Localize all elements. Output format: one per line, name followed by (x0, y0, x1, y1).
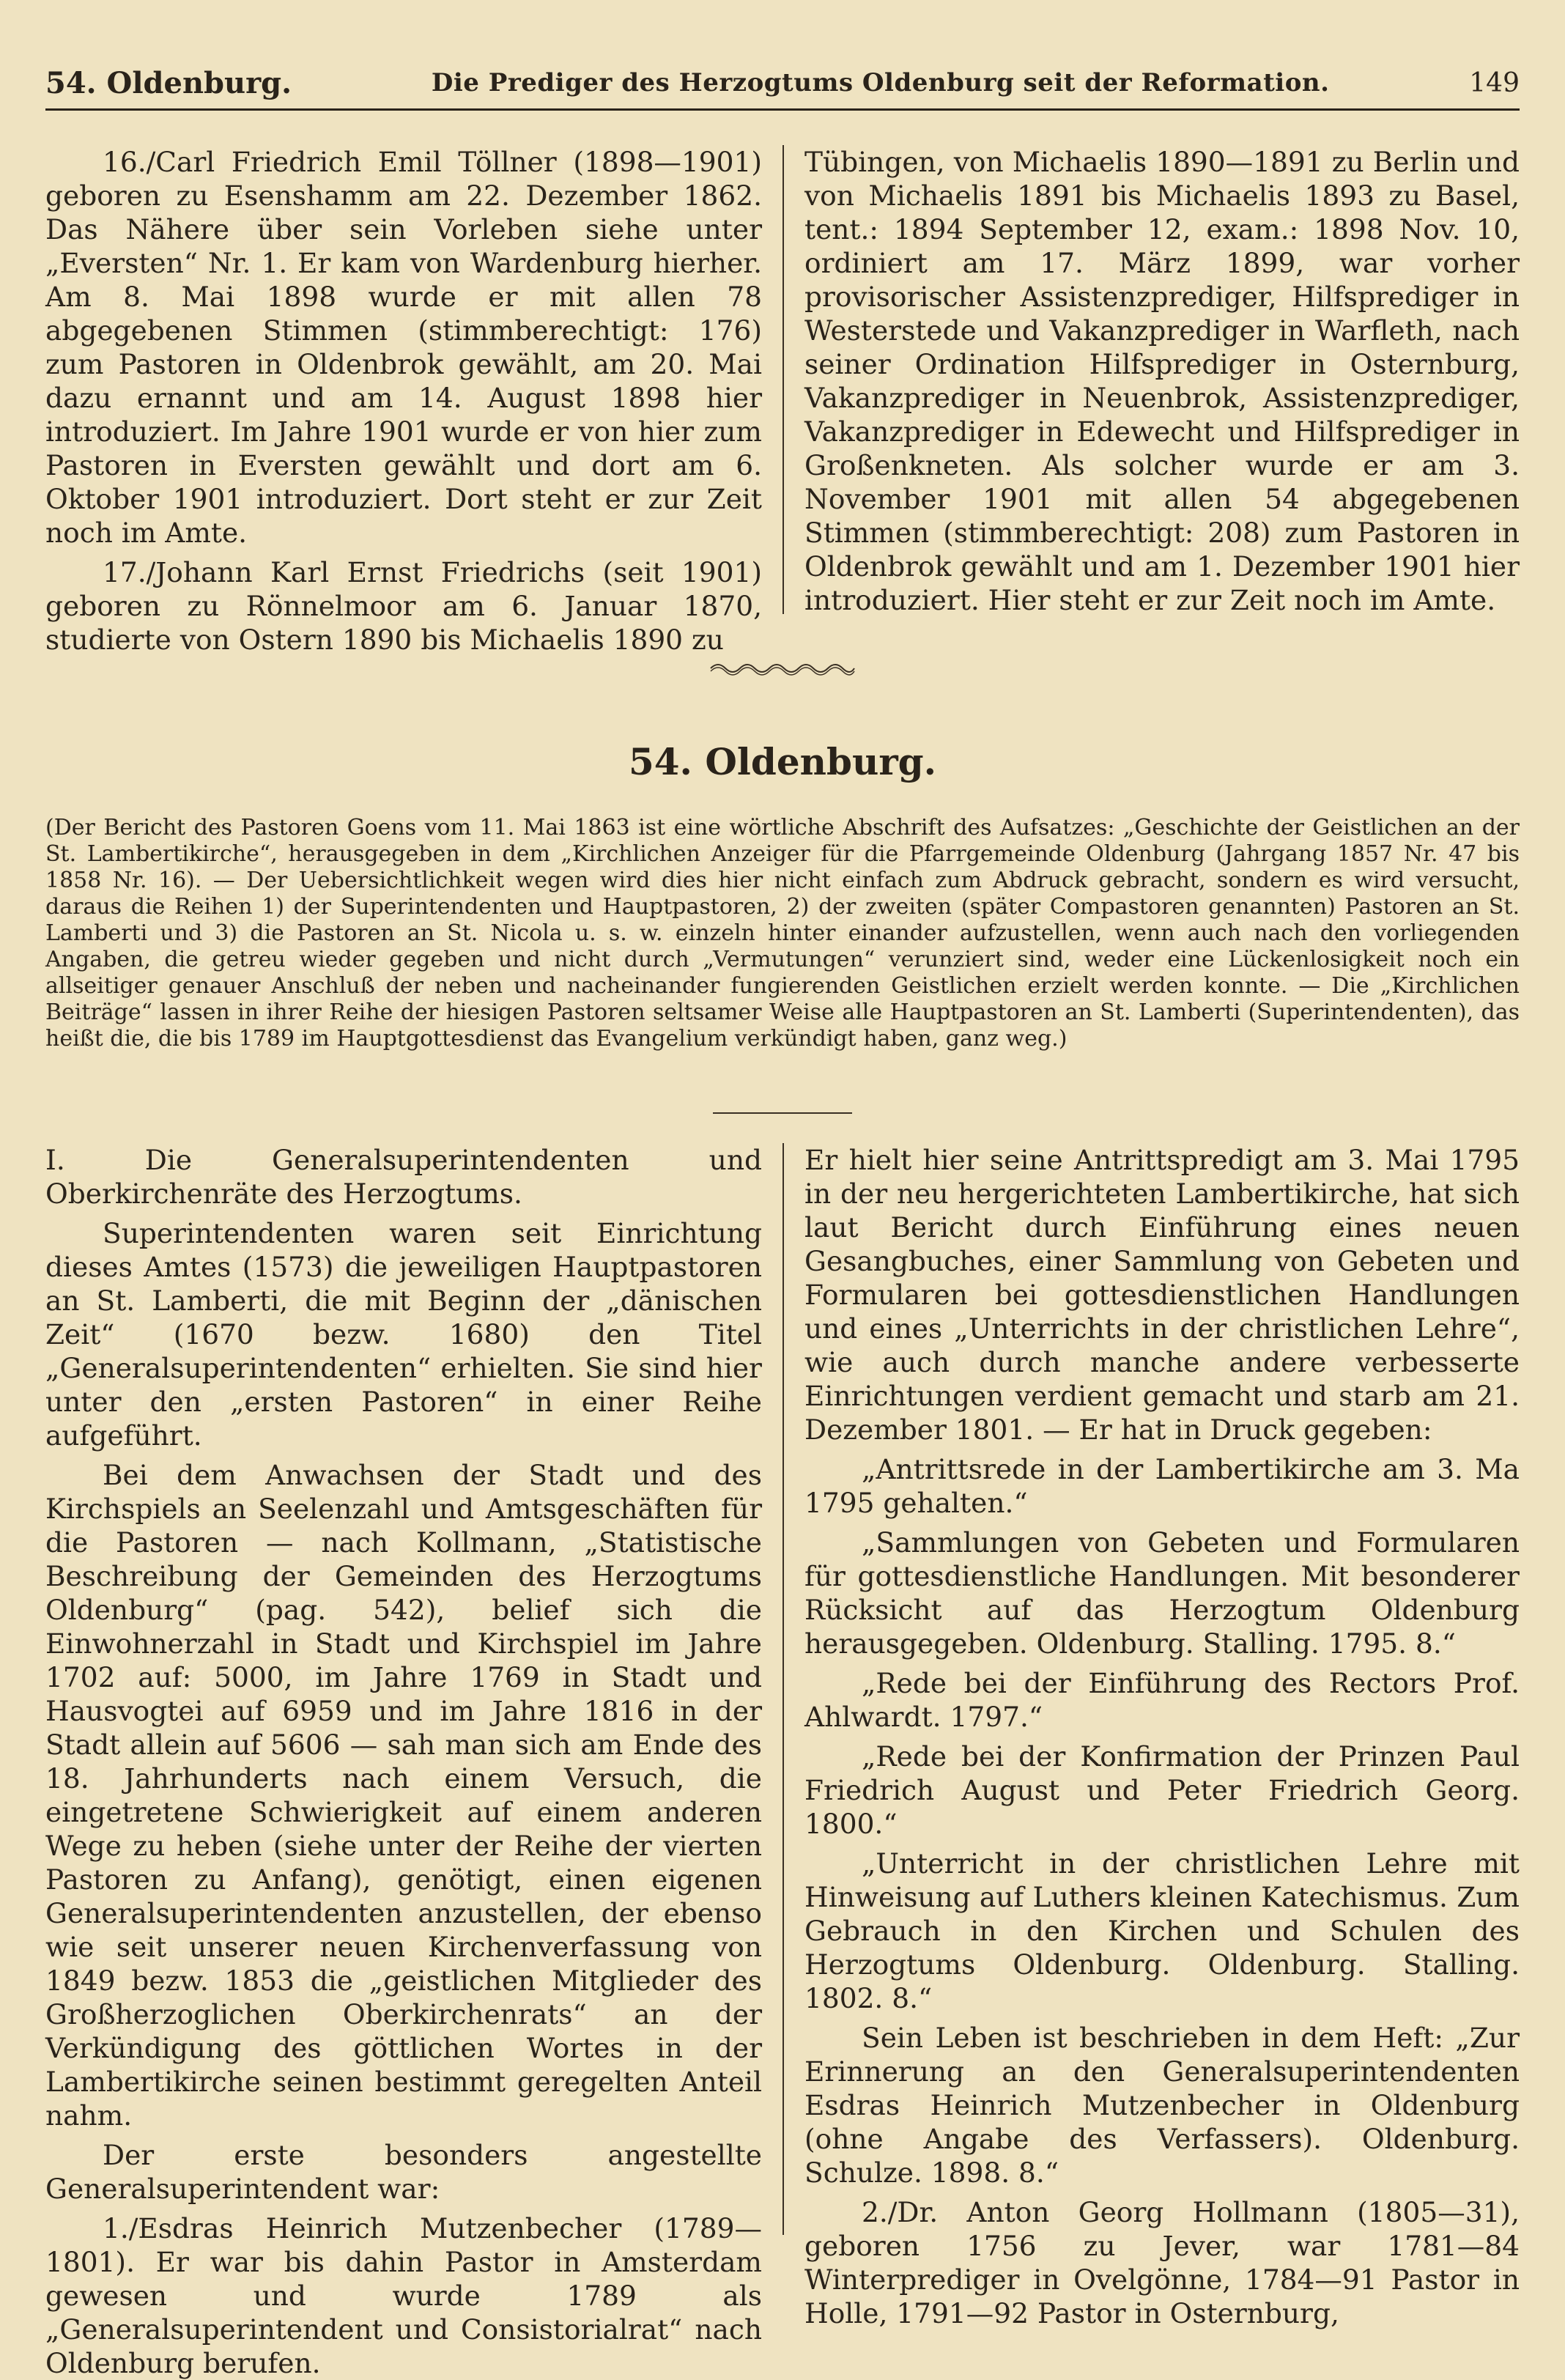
section-title: 54. Oldenburg. (628, 740, 937, 783)
mutzenbecher-continued: Er hielt hier seine Antrittspredigt am 3. Mai 1795 in der neu hergerichteten Lambertikirche, hat sich laut Bericht durch Einführung eines neuen Gesangbuches, einer Sammlung von Gebeten und Formularen bei gottesdienstlichen Handlungen und eines „Unterrichts in der christlichen Lehre“, wie auch durch manche andere verbesserte Einrichtungen verdient gemacht und starb am 21. Dezember 1801. — Er hat in Druck gegeben: (804, 1144, 1520, 1446)
bottom-columns (45, 1143, 1520, 2379)
page-number: 149 (1469, 67, 1520, 98)
header-book-title: Die Prediger des Herzogtums Oldenburg seit der Reformation. (431, 68, 1330, 97)
entry-16-toellner: 16./Carl Friedrich Emil Töllner (1898—1901) geboren zu Esenshamm am 22. Dezember 1862. Das Nähere über sein Vorleben siehe unter „Eversten“ Nr. 1. Er kam von Wardenburg hierher. Am 8. Mai 1898 wurde er mit allen 78 abgegebenen Stimmen (stimmberechtigt: 176) zum Pastoren in Oldenbrok gewählt, am 20. Mai dazu ernannt und am 14. August 1898 hier introduziert. Im Jahre 1901 wurde er von hier zum Pastoren in Eversten gewählt und dort am 6. Oktober 1901 introduziert. Dort steht er zur Zeit noch im Amte. (45, 146, 762, 549)
subsection-heading: I. Die Generalsuperintendenten und Oberkirchenräte des Herzogtums. (45, 1144, 762, 1210)
bottom-left-column (45, 1143, 782, 2379)
running-header (45, 57, 1520, 111)
publication-sammlungen: „Sammlungen von Gebeten und Formularen für gottesdienstliche Handlungen. Mit besonderer Rücksicht auf das Herzogtum Oldenburg herausgegeben. Oldenburg. Stalling. 1795. 8.“ (804, 1526, 1520, 1660)
header-section-label: 54. Oldenburg. (45, 65, 292, 100)
entry-17-friedrichs: 17./Johann Karl Ernst Friedrichs (seit 1901) geboren zu Rönnelmoor am 6. Januar 1870, studierte von Ostern 1890 bis Michaelis 1890 zu (45, 556, 762, 656)
publication-rede-einfuehrung: „Rede bei der Einführung des Rectors Prof. Ahlwardt. 1797.“ (804, 1667, 1520, 1733)
publication-unterricht: „Unterricht in der christlichen Lehre mit Hinweisung auf Luthers kleinen Katechismus. Zum Gebrauch in den Kirchen und Schulen des Herzogtums Oldenburg. Oldenburg. Stalling. 1802. 8.“ (804, 1847, 1520, 2014)
publication-antrittsrede: „Antrittsrede in der Lambertikirche am 3. Ma 1795 gehalten.“ (804, 1453, 1520, 1519)
entry-2-hollmann: 2./Dr. Anton Georg Hollmann (1805—31), geboren 1756 zu Jever, war 1781—84 Winterprediger in Ovelgönne, 1784—91 Pastor in Holle, 1791—92 Pastor in Osternburg, (804, 2196, 1520, 2329)
paragraph-sein-leben: Sein Leben ist beschrieben in dem Heft: „Zur Erinnerung an den Generalsuperintendenten Esdras Heinrich Mutzenbecher in Oldenburg (ohne Angabe des Verfassers). Oldenburg. Schulze. 1898. 8.“ (804, 2022, 1520, 2189)
section-preface: (Der Bericht des Pastoren Goens vom 11. Mai 1863 ist eine wörtliche Abschrift des Aufsatzes: „Geschichte der Geistlichen an der St. Lambertikirche“, herausgegeben in dem „Kirchlichen Anzeiger für die Pfarrgemeinde Oldenburg (Jahrgang 1857 Nr. 47 bis 1858 Nr. 16). — Der Uebersichtlichkeit wegen wird dies hier nicht einfach zum Abdruck gebracht, sondern es wird versucht, daraus die Reihen 1) der Superintendenten und Hauptpastoren, 2) der zweiten (später Compastoren genannten) Pastoren an St. Lamberti und 3) die Pastoren an St. Nicola u. s. w. einzeln hinter einander aufzustellen, wenn auch nach den vorliegenden Angaben, die getreu wieder gegeben und nicht durch „Vermutungen“ verunziert sind, weder eine Lückenlosigkeit noch ein allseitiger genauer Anschluß der neben und nacheinander fungierenden Geistlichen erzielt werden konnte. — Die „Kirchlichen Beiträge“ lassen in ihrer Reihe der hiesigen Pastoren seltsamer Weise alle Hauptpastoren an St. Lamberti (Superintendenten), das heißt die, die bis 1789 im Hauptgottesdienst das Evangelium verkündigt haben, ganz weg.) (45, 815, 1520, 1052)
paragraph-erste-gs: Der erste besonders angestellte Generalsuperintendent war: (45, 2139, 762, 2205)
top-right-column (782, 145, 1520, 614)
short-rule-divider (713, 1112, 852, 1114)
top-columns (45, 145, 1520, 656)
paragraph-anwachsen: Bei dem Anwachsen der Stadt und des Kirchspiels an Seelenzahl und Amtsgeschäften für die Pastoren — nach Kollmann, „Statistische Beschreibung der Gemeinden des Herzogtums Oldenburg“ (pag. 542), belief sich die Einwohnerzahl in Stadt und Kirchspiel im Jahre 1702 auf: 5000, im Jahre 1769 in Stadt und Hausvogtei auf 6959 und im Jahre 1816 in der Stadt allein auf 5606 — sah man sich am Ende des 18. Jahrhunderts nach einem Versuch, die eingetretene Schwierigkeit auf einem anderen Wege zu heben (siehe unter der Reihe der vierten Pastoren zu Anfang), genötigt, einen eigenen Generalsuperintendenten anzustellen, der ebenso wie seit unserer neuen Kirchenverfassung von 1849 bezw. 1853 die „geistlichen Mitglieder des Großherzoglichen Oberkirchenrats“ an der Verkündigung des göttlichen Wortes in der Lambertikirche seinen bestimmt geregelten Anteil nahm. (45, 1459, 762, 2132)
top-left-column (45, 145, 782, 656)
publication-rede-konfirmation: „Rede bei der Konfirmation der Prinzen Paul Friedrich August und Peter Friedrich Georg. 1800.“ (804, 1740, 1520, 1840)
entry-17-friedrichs-continued: Tübingen, von Michaelis 1890—1891 zu Berlin und von Michaelis 1891 bis Michaelis 1893 zu Basel, tent.: 1894 September 12, exam.: 1898 Nov. 10, ordiniert am 17. März 1899, war vorher provisorischer Assistenzprediger, Hilfsprediger in Westerstede und Vakanzprediger in Warfleth, nach seiner Ordination Hilfsprediger in Osternburg, Vakanzprediger in Neuenbrok, Assistenzprediger, Vakanzprediger in Edewecht und Hilfsprediger in Großenkneten. Als solcher wurde er am 3. November 1901 mit allen 54 abgegebenen Stimmen (stimmberechtigt: 208) zum Pastoren in Oldenbrok gewählt und am 1. Dezember 1901 hier introduziert. Hier steht er zur Zeit noch im Amte. (804, 146, 1520, 616)
entry-1-mutzenbecher: 1./Esdras Heinrich Mutzenbecher (1789—1801). Er war bis dahin Pastor in Amsterdam gewesen und wurde 1789 als „Generalsuperintendent und Consistorialrat“ nach Oldenburg berufen. (45, 2212, 762, 2379)
bottom-right-column (782, 1143, 1520, 2329)
wavy-ornament-divider (709, 659, 856, 677)
paragraph-superintendenten: Superintendenten waren seit Einrichtung dieses Amtes (1573) die jeweiligen Hauptpastoren an St. Lamberti, die mit Beginn der „dänischen Zeit“ (1670 bezw. 1680) den Titel „Generalsuperintendenten“ erhielten. Sie sind hier unter den „ersten Pastoren“ in einer Reihe aufgeführt. (45, 1217, 762, 1452)
